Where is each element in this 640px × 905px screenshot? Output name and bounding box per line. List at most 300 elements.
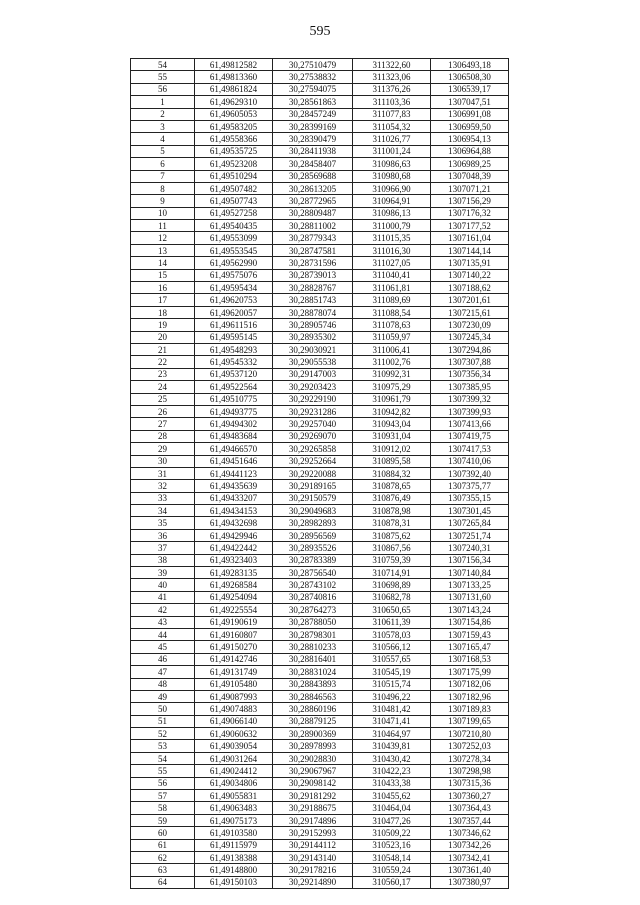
longitude-cell: 30,28900369 (273, 728, 353, 740)
latitude-cell: 61,49527258 (195, 207, 273, 219)
point-number-cell: 8 (131, 182, 195, 194)
latitude-cell: 61,49034806 (195, 777, 273, 789)
table-row (131, 579, 509, 591)
point-number-cell: 49 (131, 690, 195, 702)
point-number-cell: 45 (131, 641, 195, 653)
longitude-cell: 30,28569688 (273, 170, 353, 182)
x-coordinate-cell: 310980,68 (353, 170, 431, 182)
y-coordinate-cell: 1307048,39 (431, 170, 509, 182)
longitude-cell: 30,29150579 (273, 492, 353, 504)
x-coordinate-cell: 310433,38 (353, 777, 431, 789)
table-row (131, 158, 509, 170)
x-coordinate-cell: 311077,83 (353, 108, 431, 120)
table-row (131, 653, 509, 665)
latitude-cell: 61,49190619 (195, 616, 273, 628)
latitude-cell: 61,49812582 (195, 59, 273, 71)
table-row (131, 430, 509, 442)
point-number-cell: 16 (131, 282, 195, 294)
longitude-cell: 30,28809487 (273, 207, 353, 219)
x-coordinate-cell: 310986,13 (353, 207, 431, 219)
latitude-cell: 61,49483684 (195, 430, 273, 442)
y-coordinate-cell: 1307278,34 (431, 752, 509, 764)
point-number-cell: 33 (131, 492, 195, 504)
x-coordinate-cell: 310876,49 (353, 492, 431, 504)
y-coordinate-cell: 1306493,18 (431, 59, 509, 71)
point-number-cell: 5 (131, 145, 195, 157)
table-row (131, 220, 509, 232)
longitude-cell: 30,28783389 (273, 554, 353, 566)
table-row (131, 455, 509, 467)
point-number-cell: 22 (131, 356, 195, 368)
y-coordinate-cell: 1307144,14 (431, 244, 509, 256)
x-coordinate-cell: 310975,29 (353, 381, 431, 393)
x-coordinate-cell: 311088,54 (353, 306, 431, 318)
point-number-cell: 39 (131, 567, 195, 579)
table-row (131, 257, 509, 269)
latitude-cell: 61,49105480 (195, 678, 273, 690)
longitude-cell: 30,28731596 (273, 257, 353, 269)
x-coordinate-cell: 310912,02 (353, 443, 431, 455)
latitude-cell: 61,49142746 (195, 653, 273, 665)
latitude-cell: 61,49548293 (195, 343, 273, 355)
y-coordinate-cell: 1307156,29 (431, 195, 509, 207)
x-coordinate-cell: 310992,31 (353, 368, 431, 380)
latitude-cell: 61,49055831 (195, 790, 273, 802)
point-number-cell: 18 (131, 306, 195, 318)
latitude-cell: 61,49522564 (195, 381, 273, 393)
latitude-cell: 61,49558366 (195, 133, 273, 145)
latitude-cell: 61,49583205 (195, 120, 273, 132)
table-row (131, 492, 509, 504)
point-number-cell: 36 (131, 529, 195, 541)
point-number-cell: 24 (131, 381, 195, 393)
x-coordinate-cell: 310878,98 (353, 505, 431, 517)
latitude-cell: 61,49150103 (195, 876, 273, 888)
latitude-cell: 61,49595145 (195, 331, 273, 343)
latitude-cell: 61,49160807 (195, 628, 273, 640)
latitude-cell: 61,49605053 (195, 108, 273, 120)
longitude-cell: 30,28390479 (273, 133, 353, 145)
table-row (131, 616, 509, 628)
y-coordinate-cell: 1307346,62 (431, 827, 509, 839)
table-row (131, 641, 509, 653)
point-number-cell: 62 (131, 852, 195, 864)
longitude-cell: 30,29067967 (273, 765, 353, 777)
point-number-cell: 41 (131, 591, 195, 603)
latitude-cell: 61,49434153 (195, 505, 273, 517)
y-coordinate-cell: 1307410,06 (431, 455, 509, 467)
latitude-cell: 61,49595434 (195, 282, 273, 294)
x-coordinate-cell: 310515,74 (353, 678, 431, 690)
point-number-cell: 4 (131, 133, 195, 145)
y-coordinate-cell: 1307251,74 (431, 529, 509, 541)
table-row (131, 405, 509, 417)
latitude-cell: 61,49451646 (195, 455, 273, 467)
table-row (131, 690, 509, 702)
latitude-cell: 61,49148800 (195, 864, 273, 876)
table-row (131, 703, 509, 715)
y-coordinate-cell: 1307047,51 (431, 96, 509, 108)
y-coordinate-cell: 1307298,98 (431, 765, 509, 777)
point-number-cell: 15 (131, 269, 195, 281)
x-coordinate-cell: 311089,69 (353, 294, 431, 306)
latitude-cell: 61,49422442 (195, 542, 273, 554)
point-number-cell: 30 (131, 455, 195, 467)
longitude-cell: 30,29174896 (273, 814, 353, 826)
longitude-cell: 30,29203423 (273, 381, 353, 393)
y-coordinate-cell: 1307342,26 (431, 839, 509, 851)
longitude-cell: 30,28935302 (273, 331, 353, 343)
longitude-cell: 30,29265858 (273, 443, 353, 455)
point-number-cell: 29 (131, 443, 195, 455)
y-coordinate-cell: 1307265,84 (431, 517, 509, 529)
x-coordinate-cell: 310867,56 (353, 542, 431, 554)
y-coordinate-cell: 1307071,21 (431, 182, 509, 194)
x-coordinate-cell: 310566,12 (353, 641, 431, 653)
y-coordinate-cell: 1307380,97 (431, 876, 509, 888)
x-coordinate-cell: 311054,32 (353, 120, 431, 132)
y-coordinate-cell: 1306539,17 (431, 83, 509, 95)
point-number-cell: 50 (131, 703, 195, 715)
point-number-cell: 23 (131, 368, 195, 380)
table-row (131, 393, 509, 405)
point-number-cell: 44 (131, 628, 195, 640)
point-number-cell: 63 (131, 864, 195, 876)
table-row (131, 232, 509, 244)
x-coordinate-cell: 310439,81 (353, 740, 431, 752)
x-coordinate-cell: 310496,22 (353, 690, 431, 702)
longitude-cell: 30,29229190 (273, 393, 353, 405)
x-coordinate-cell: 311078,63 (353, 319, 431, 331)
latitude-cell: 61,49620753 (195, 294, 273, 306)
x-coordinate-cell: 310759,39 (353, 554, 431, 566)
latitude-cell: 61,49066140 (195, 715, 273, 727)
y-coordinate-cell: 1306508,30 (431, 71, 509, 83)
x-coordinate-cell: 311001,24 (353, 145, 431, 157)
latitude-cell: 61,49507482 (195, 182, 273, 194)
table-row (131, 120, 509, 132)
latitude-cell: 61,49268584 (195, 579, 273, 591)
point-number-cell: 35 (131, 517, 195, 529)
table-row (131, 542, 509, 554)
point-number-cell: 34 (131, 505, 195, 517)
point-number-cell: 48 (131, 678, 195, 690)
y-coordinate-cell: 1307419,75 (431, 430, 509, 442)
x-coordinate-cell: 310878,65 (353, 480, 431, 492)
latitude-cell: 61,49553545 (195, 244, 273, 256)
x-coordinate-cell: 311000,79 (353, 220, 431, 232)
y-coordinate-cell: 1307131,60 (431, 591, 509, 603)
table-row (131, 306, 509, 318)
y-coordinate-cell: 1307199,65 (431, 715, 509, 727)
table-row (131, 827, 509, 839)
latitude-cell: 61,49562990 (195, 257, 273, 269)
point-number-cell: 21 (131, 343, 195, 355)
longitude-cell: 30,29257040 (273, 418, 353, 430)
latitude-cell: 61,49861824 (195, 83, 273, 95)
point-number-cell: 55 (131, 71, 195, 83)
longitude-cell: 30,28772965 (273, 195, 353, 207)
latitude-cell: 61,49433207 (195, 492, 273, 504)
longitude-cell: 30,28756540 (273, 567, 353, 579)
longitude-cell: 30,29143140 (273, 852, 353, 864)
point-number-cell: 19 (131, 319, 195, 331)
longitude-cell: 30,28613205 (273, 182, 353, 194)
y-coordinate-cell: 1307135,91 (431, 257, 509, 269)
table-row (131, 814, 509, 826)
longitude-cell: 30,28810233 (273, 641, 353, 653)
longitude-cell: 30,28743102 (273, 579, 353, 591)
longitude-cell: 30,28798301 (273, 628, 353, 640)
table-row (131, 170, 509, 182)
point-number-cell: 1 (131, 96, 195, 108)
y-coordinate-cell: 1307189,83 (431, 703, 509, 715)
y-coordinate-cell: 1307301,45 (431, 505, 509, 517)
table-row (131, 604, 509, 616)
latitude-cell: 61,49435639 (195, 480, 273, 492)
y-coordinate-cell: 1307399,93 (431, 405, 509, 417)
table-row (131, 343, 509, 355)
x-coordinate-cell: 311059,97 (353, 331, 431, 343)
y-coordinate-cell: 1307364,43 (431, 802, 509, 814)
y-coordinate-cell: 1306954,13 (431, 133, 509, 145)
latitude-cell: 61,49429946 (195, 529, 273, 541)
x-coordinate-cell: 311040,41 (353, 269, 431, 281)
x-coordinate-cell: 311103,36 (353, 96, 431, 108)
point-number-cell: 3 (131, 120, 195, 132)
x-coordinate-cell: 311006,41 (353, 343, 431, 355)
point-number-cell: 59 (131, 814, 195, 826)
x-coordinate-cell: 310931,04 (353, 430, 431, 442)
x-coordinate-cell: 311016,30 (353, 244, 431, 256)
latitude-cell: 61,49441123 (195, 467, 273, 479)
table-row (131, 740, 509, 752)
y-coordinate-cell: 1307230,09 (431, 319, 509, 331)
longitude-cell: 30,28747581 (273, 244, 353, 256)
point-number-cell: 58 (131, 802, 195, 814)
y-coordinate-cell: 1306989,25 (431, 158, 509, 170)
table-row (131, 244, 509, 256)
latitude-cell: 61,49493775 (195, 405, 273, 417)
y-coordinate-cell: 1307252,03 (431, 740, 509, 752)
latitude-cell: 61,49039054 (195, 740, 273, 752)
longitude-cell: 30,29252664 (273, 455, 353, 467)
longitude-cell: 30,29028830 (273, 752, 353, 764)
longitude-cell: 30,28978993 (273, 740, 353, 752)
y-coordinate-cell: 1307360,27 (431, 790, 509, 802)
longitude-cell: 30,28831024 (273, 666, 353, 678)
longitude-cell: 30,28779343 (273, 232, 353, 244)
longitude-cell: 30,28399169 (273, 120, 353, 132)
longitude-cell: 30,29189165 (273, 480, 353, 492)
latitude-cell: 61,49813360 (195, 71, 273, 83)
x-coordinate-cell: 310875,62 (353, 529, 431, 541)
longitude-cell: 30,28740816 (273, 591, 353, 603)
y-coordinate-cell: 1307355,15 (431, 492, 509, 504)
x-coordinate-cell: 310943,04 (353, 418, 431, 430)
latitude-cell: 61,49131749 (195, 666, 273, 678)
longitude-cell: 30,28458407 (273, 158, 353, 170)
point-number-cell: 25 (131, 393, 195, 405)
longitude-cell: 30,29188675 (273, 802, 353, 814)
table-row (131, 529, 509, 541)
latitude-cell: 61,49283135 (195, 567, 273, 579)
point-number-cell: 2 (131, 108, 195, 120)
point-number-cell: 43 (131, 616, 195, 628)
x-coordinate-cell: 311322,60 (353, 59, 431, 71)
point-number-cell: 47 (131, 666, 195, 678)
x-coordinate-cell: 310986,63 (353, 158, 431, 170)
x-coordinate-cell: 310714,91 (353, 567, 431, 579)
y-coordinate-cell: 1307177,52 (431, 220, 509, 232)
table-row (131, 802, 509, 814)
y-coordinate-cell: 1307182,96 (431, 690, 509, 702)
y-coordinate-cell: 1307140,84 (431, 567, 509, 579)
y-coordinate-cell: 1307159,43 (431, 628, 509, 640)
latitude-cell: 61,49031264 (195, 752, 273, 764)
x-coordinate-cell: 310682,78 (353, 591, 431, 603)
point-number-cell: 31 (131, 467, 195, 479)
y-coordinate-cell: 1307342,41 (431, 852, 509, 864)
table-row (131, 567, 509, 579)
table-row (131, 864, 509, 876)
longitude-cell: 30,29178216 (273, 864, 353, 876)
x-coordinate-cell: 310966,90 (353, 182, 431, 194)
table-row (131, 480, 509, 492)
longitude-cell: 30,28457249 (273, 108, 353, 120)
table-row (131, 666, 509, 678)
point-number-cell: 14 (131, 257, 195, 269)
longitude-cell: 30,28879125 (273, 715, 353, 727)
y-coordinate-cell: 1307215,61 (431, 306, 509, 318)
longitude-cell: 30,29214890 (273, 876, 353, 888)
latitude-cell: 61,49611516 (195, 319, 273, 331)
table-row (131, 331, 509, 343)
x-coordinate-cell: 310548,14 (353, 852, 431, 864)
latitude-cell: 61,49254094 (195, 591, 273, 603)
longitude-cell: 30,28851743 (273, 294, 353, 306)
latitude-cell: 61,49540435 (195, 220, 273, 232)
point-number-cell: 27 (131, 418, 195, 430)
latitude-cell: 61,49060632 (195, 728, 273, 740)
y-coordinate-cell: 1307375,77 (431, 480, 509, 492)
latitude-cell: 61,49535725 (195, 145, 273, 157)
longitude-cell: 30,28739013 (273, 269, 353, 281)
table-row (131, 467, 509, 479)
x-coordinate-cell: 310895,58 (353, 455, 431, 467)
y-coordinate-cell: 1307165,47 (431, 641, 509, 653)
longitude-cell: 30,28811002 (273, 220, 353, 232)
longitude-cell: 30,29147003 (273, 368, 353, 380)
point-number-cell: 54 (131, 59, 195, 71)
table-row (131, 628, 509, 640)
x-coordinate-cell: 311027,05 (353, 257, 431, 269)
point-number-cell: 20 (131, 331, 195, 343)
latitude-cell: 61,49225554 (195, 604, 273, 616)
y-coordinate-cell: 1307315,36 (431, 777, 509, 789)
table-row (131, 715, 509, 727)
y-coordinate-cell: 1307245,34 (431, 331, 509, 343)
point-number-cell: 10 (131, 207, 195, 219)
table-row (131, 71, 509, 83)
longitude-cell: 30,28764273 (273, 604, 353, 616)
longitude-cell: 30,29055538 (273, 356, 353, 368)
point-number-cell: 51 (131, 715, 195, 727)
table-row (131, 207, 509, 219)
y-coordinate-cell: 1307140,22 (431, 269, 509, 281)
page-number: 595 (309, 24, 331, 39)
point-number-cell: 9 (131, 195, 195, 207)
x-coordinate-cell: 310964,91 (353, 195, 431, 207)
latitude-cell: 61,49510294 (195, 170, 273, 182)
longitude-cell: 30,29181292 (273, 790, 353, 802)
latitude-cell: 61,49150270 (195, 641, 273, 653)
y-coordinate-cell: 1307294,86 (431, 343, 509, 355)
longitude-cell: 30,29152993 (273, 827, 353, 839)
x-coordinate-cell: 310477,26 (353, 814, 431, 826)
latitude-cell: 61,49553099 (195, 232, 273, 244)
y-coordinate-cell: 1307154,86 (431, 616, 509, 628)
longitude-cell: 30,28846563 (273, 690, 353, 702)
y-coordinate-cell: 1307385,95 (431, 381, 509, 393)
point-number-cell: 56 (131, 83, 195, 95)
latitude-cell: 61,49323403 (195, 554, 273, 566)
point-number-cell: 32 (131, 480, 195, 492)
x-coordinate-cell: 311376,26 (353, 83, 431, 95)
table-row (131, 368, 509, 380)
table-row (131, 269, 509, 281)
longitude-cell: 30,29030921 (273, 343, 353, 355)
y-coordinate-cell: 1306959,50 (431, 120, 509, 132)
table-row (131, 83, 509, 95)
table-row (131, 145, 509, 157)
latitude-cell: 61,49432698 (195, 517, 273, 529)
table-row (131, 517, 509, 529)
x-coordinate-cell: 310559,24 (353, 864, 431, 876)
coordinates-table-body (131, 59, 509, 889)
longitude-cell: 30,29049683 (273, 505, 353, 517)
y-coordinate-cell: 1306991,08 (431, 108, 509, 120)
longitude-cell: 30,29098142 (273, 777, 353, 789)
latitude-cell: 61,49063483 (195, 802, 273, 814)
y-coordinate-cell: 1307399,32 (431, 393, 509, 405)
coordinates-table (130, 58, 509, 889)
x-coordinate-cell: 311061,81 (353, 282, 431, 294)
point-number-cell: 60 (131, 827, 195, 839)
point-number-cell: 40 (131, 579, 195, 591)
point-number-cell: 61 (131, 839, 195, 851)
table-row (131, 108, 509, 120)
y-coordinate-cell: 1307307,88 (431, 356, 509, 368)
point-number-cell: 54 (131, 752, 195, 764)
x-coordinate-cell: 310650,65 (353, 604, 431, 616)
longitude-cell: 30,28828767 (273, 282, 353, 294)
table-row (131, 319, 509, 331)
table-row (131, 591, 509, 603)
x-coordinate-cell: 310545,19 (353, 666, 431, 678)
point-number-cell: 52 (131, 728, 195, 740)
point-number-cell: 53 (131, 740, 195, 752)
y-coordinate-cell: 1307133,25 (431, 579, 509, 591)
table-row (131, 728, 509, 740)
point-number-cell: 17 (131, 294, 195, 306)
longitude-cell: 30,28816401 (273, 653, 353, 665)
longitude-cell: 30,29144112 (273, 839, 353, 851)
point-number-cell: 56 (131, 777, 195, 789)
point-number-cell: 37 (131, 542, 195, 554)
latitude-cell: 61,49138388 (195, 852, 273, 864)
latitude-cell: 61,49537120 (195, 368, 273, 380)
